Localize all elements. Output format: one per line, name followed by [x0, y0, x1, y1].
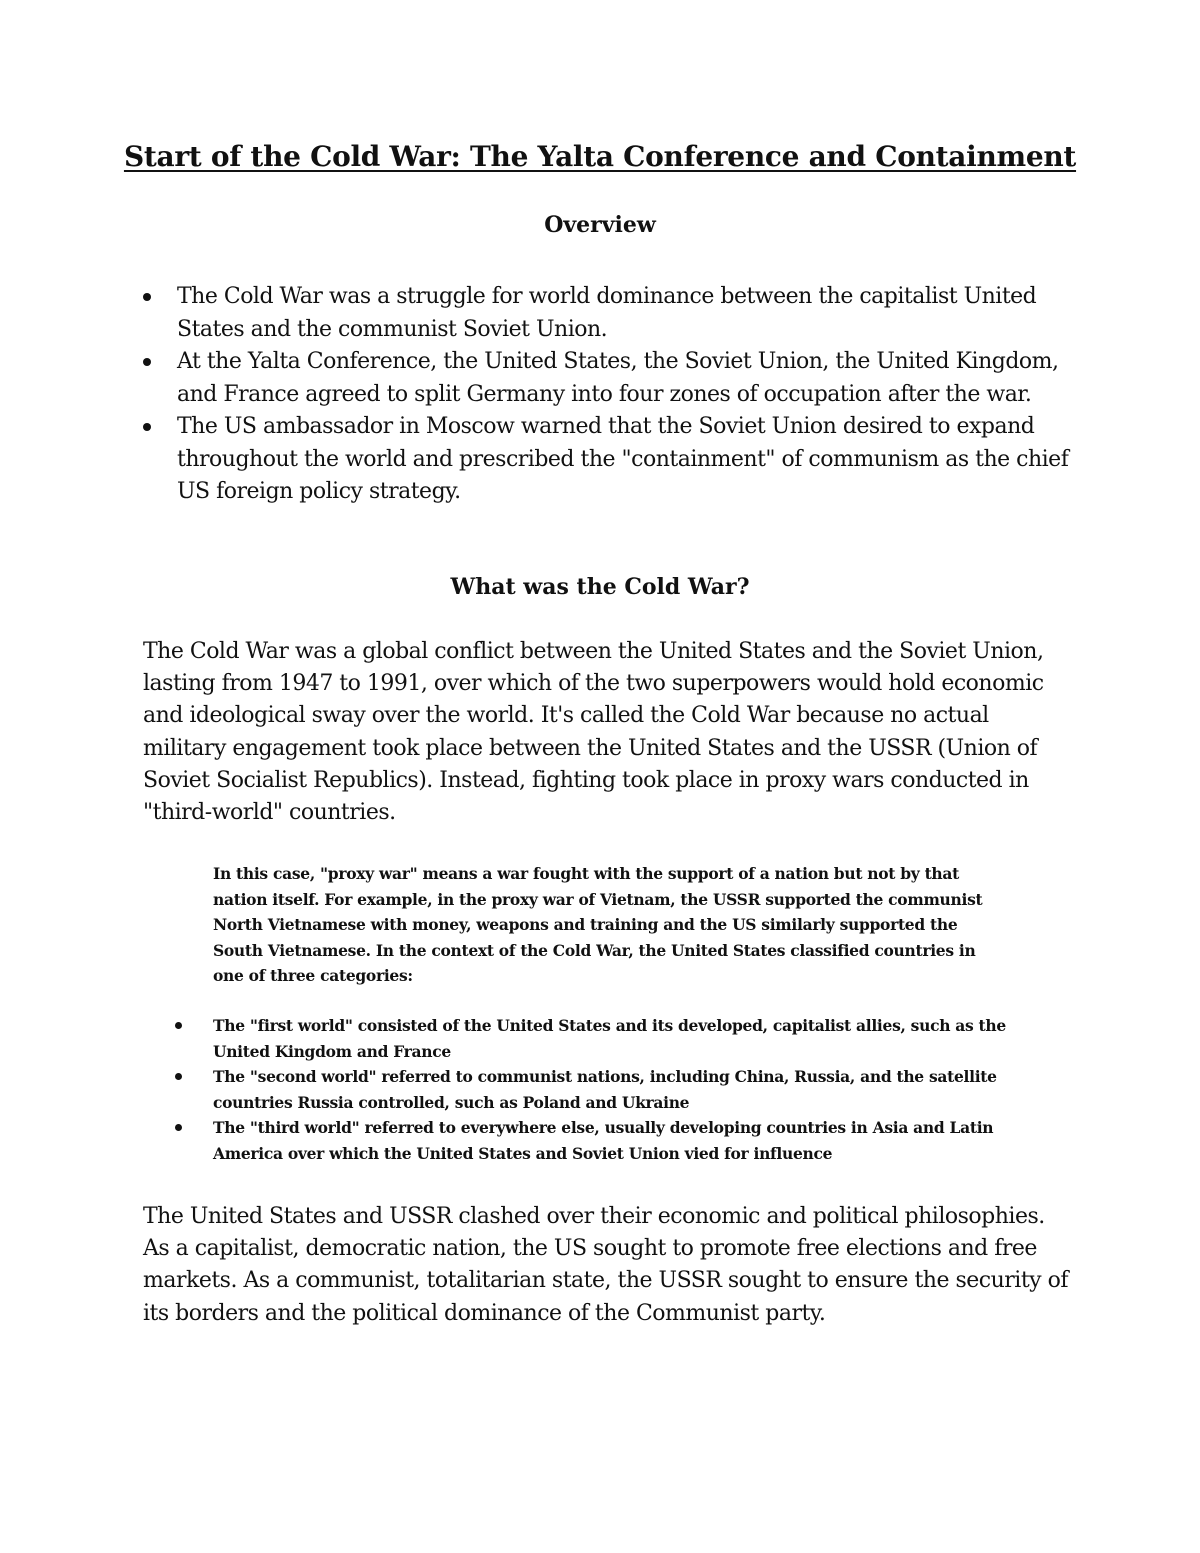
- overview-bullet-item: [140, 411, 1070, 509]
- note-bullet-text: The "second world" referred to communist nations, including China, Russia, and the satellite countries Russia controlled, such as Poland and Ukraine: [213, 1067, 997, 1112]
- proxy-war-note: In this case, "proxy war" means a war fought with the support of a nation but not by that nation itself. For example, in the proxy war of Vietnam, the USSR supported the communist North Vietnamese with money, weapons and training and the US similarly supported the South Vietnamese. In the context of the Cold War, the United States classified countries in one of three categories:: [213, 864, 983, 985]
- overview-bullet-text: The Cold War was a struggle for world dominance between the capitalist United States and the communist Soviet Union.: [177, 284, 1037, 342]
- bullet-dot-icon: [143, 423, 151, 431]
- overview-bullet-text: At the Yalta Conference, the United States, the Soviet Union, the United Kingdom, and France agreed to split Germany into four zones of occupation after the war.: [177, 349, 1059, 407]
- overview-bullet-text: The US ambassador in Moscow warned that the Soviet Union desired to expand throughout the world and prescribed the "containment" of communism as the chief US foreign policy strategy.: [177, 414, 1069, 504]
- overview-heading: Overview: [544, 212, 656, 238]
- bullet-dot-icon: [175, 1022, 182, 1029]
- overview-bullet-item: [140, 346, 1070, 411]
- body-paragraph-1: The Cold War was a global conflict between the United States and the Soviet Union, lasting from 1947 to 1991, over which of the two superpowers would hold economic and ideological sway over the world. It's called the Cold War because no actual military engagement took place between the United States and the USSR (Union of Soviet Socialist Republics). Instead, fighting took place in proxy wars conducted in "third-world" countries.: [143, 639, 1044, 826]
- bullet-dot-icon: [175, 1124, 182, 1131]
- document-title: Start of the Cold War: The Yalta Conference and Containment: [123, 140, 1077, 173]
- overview-bullet-item: [140, 281, 1070, 346]
- note-bullet-item: [170, 1064, 1020, 1115]
- bullet-dot-icon: [143, 293, 151, 301]
- section-heading: What was the Cold War?: [450, 574, 750, 600]
- overview-bullet-list: [140, 281, 1070, 509]
- body-paragraph-2: The United States and USSR clashed over their economic and political philosophies. As a capitalist, democratic nation, the US sought to promote free elections and free markets. As a communist, totalitarian state, the USSR sought to ensure the security of its borders and the political dominance of the Communist party.: [143, 1204, 1068, 1326]
- bullet-dot-icon: [175, 1073, 182, 1080]
- note-bullet-item: [170, 1013, 1020, 1064]
- note-bullet-item: [170, 1115, 1020, 1166]
- note-bullet-text: The "first world" consisted of the United States and its developed, capitalist allies, such as the United Kingdom and France: [213, 1016, 1006, 1061]
- bullet-dot-icon: [143, 358, 151, 366]
- note-bullet-text: The "third world" referred to everywhere else, usually developing countries in Asia and Latin America over which the United States and Soviet Union vied for influence: [213, 1118, 994, 1163]
- note-bullet-list: [170, 1013, 1020, 1166]
